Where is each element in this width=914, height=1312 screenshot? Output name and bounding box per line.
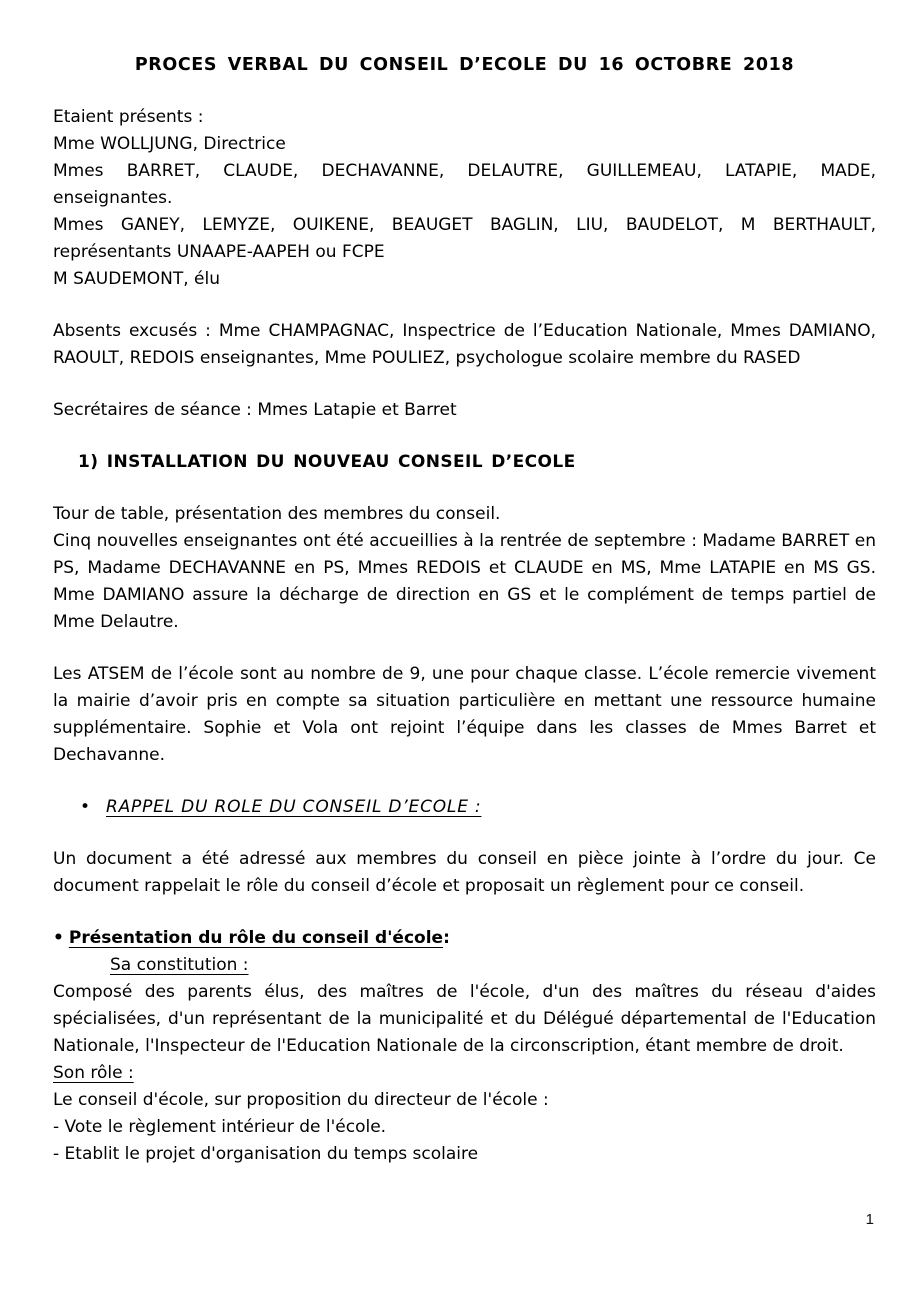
constitution-label-line: [110, 952, 876, 979]
role-intro-line: Le conseil d'école, sur proposition du directeur de l'école :: [53, 1090, 549, 1110]
role-item-1: - Vote le règlement intérieur de l'école.: [53, 1117, 387, 1137]
section1-intro-block: [53, 501, 876, 636]
constitution-paragraph: Composé des parents élus, des maîtres de l'école, d'un des maîtres du réseau d'aides spécialisées, d'un représentant de la municipalité et du Délégué départemental de l'Education Nationale, l'Inspecteur de l'Education Nationale de la circonscription, étant membre de droit.: [53, 982, 876, 1056]
present-parent-reps: Mmes GANEY, LEMYZE, OUIKENE, BEAUGET BAGLIN, LIU, BAUDELOT, M BERTHAULT, représentants UNAAPE-AAPEH ou FCPE: [53, 215, 876, 262]
rappel-heading-line: [80, 794, 876, 821]
page-number: 1: [865, 1211, 874, 1228]
presentation-heading-colon: :: [443, 928, 450, 948]
secretaries-line: Secrétaires de séance : Mmes Latapie et Barret: [53, 400, 457, 420]
document-sent-paragraph: Un document a été adressé aux membres du conseil en pièce jointe à l’ordre du jour. Ce document rappelait le rôle du conseil d’école et proposait un règlement pour ce conseil.: [53, 849, 876, 896]
bullet-icon: •: [80, 797, 91, 817]
present-elected-official: M SAUDEMONT, élu: [53, 269, 220, 289]
present-teachers: Mmes BARRET, CLAUDE, DECHAVANNE, DELAUTRE, GUILLEMEAU, LATAPIE, MADE, enseignantes.: [53, 161, 876, 208]
atsem-paragraph: Les ATSEM de l’école sont au nombre de 9, une pour chaque classe. L’école remercie vivement la mairie d’avoir pris en compte sa situation particulière en mettant une ressource humaine supplémentaire. Sophie et Vola ont rejoint l’équipe dans les classes de Mmes Barret et Dechavanne.: [53, 664, 876, 765]
tour-de-table-line: Tour de table, présentation des membres du conseil.: [53, 504, 501, 524]
document-title: PROCES VERBAL DU CONSEIL D’ECOLE DU 16 OCTOBRE 2018: [134, 55, 795, 75]
absent-excused-paragraph: Absents excusés : Mme CHAMPAGNAC, Inspectrice de l’Education Nationale, Mmes DAMIANO, RAOULT, REDOIS enseignantes, Mme POULIEZ, psychologue scolaire membre du RASED: [53, 321, 876, 368]
constitution-label: Sa constitution :: [110, 955, 249, 975]
new-teachers-paragraph: Cinq nouvelles enseignantes ont été accueillies à la rentrée de septembre : Madame BARRET en PS, Madame DECHAVANNE en PS, Mmes REDOIS et CLAUDE en MS, Mme LATAPIE en MS GS. Mme DAMIANO assure la décharge de direction en GS et le complément de temps partiel de Mme Delautre.: [53, 531, 876, 632]
present-director: Mme WOLLJUNG, Directrice: [53, 134, 286, 154]
role-label: Son rôle :: [53, 1063, 134, 1083]
section1-heading: 1) INSTALLATION DU NOUVEAU CONSEIL D’ECOLE: [78, 452, 576, 472]
presentation-heading: Présentation du rôle du conseil d'école: [68, 928, 444, 948]
role-item-2: - Etablit le projet d'organisation du temps scolaire: [53, 1144, 479, 1164]
presentation-heading-line: [53, 925, 876, 952]
attendance-present-block: [53, 104, 876, 293]
present-intro: Etaient présents :: [53, 107, 204, 127]
rappel-heading: RAPPEL DU ROLE DU CONSEIL D’ECOLE :: [106, 797, 482, 817]
bullet-icon: •: [53, 928, 64, 948]
role-label-line: [53, 1060, 876, 1087]
